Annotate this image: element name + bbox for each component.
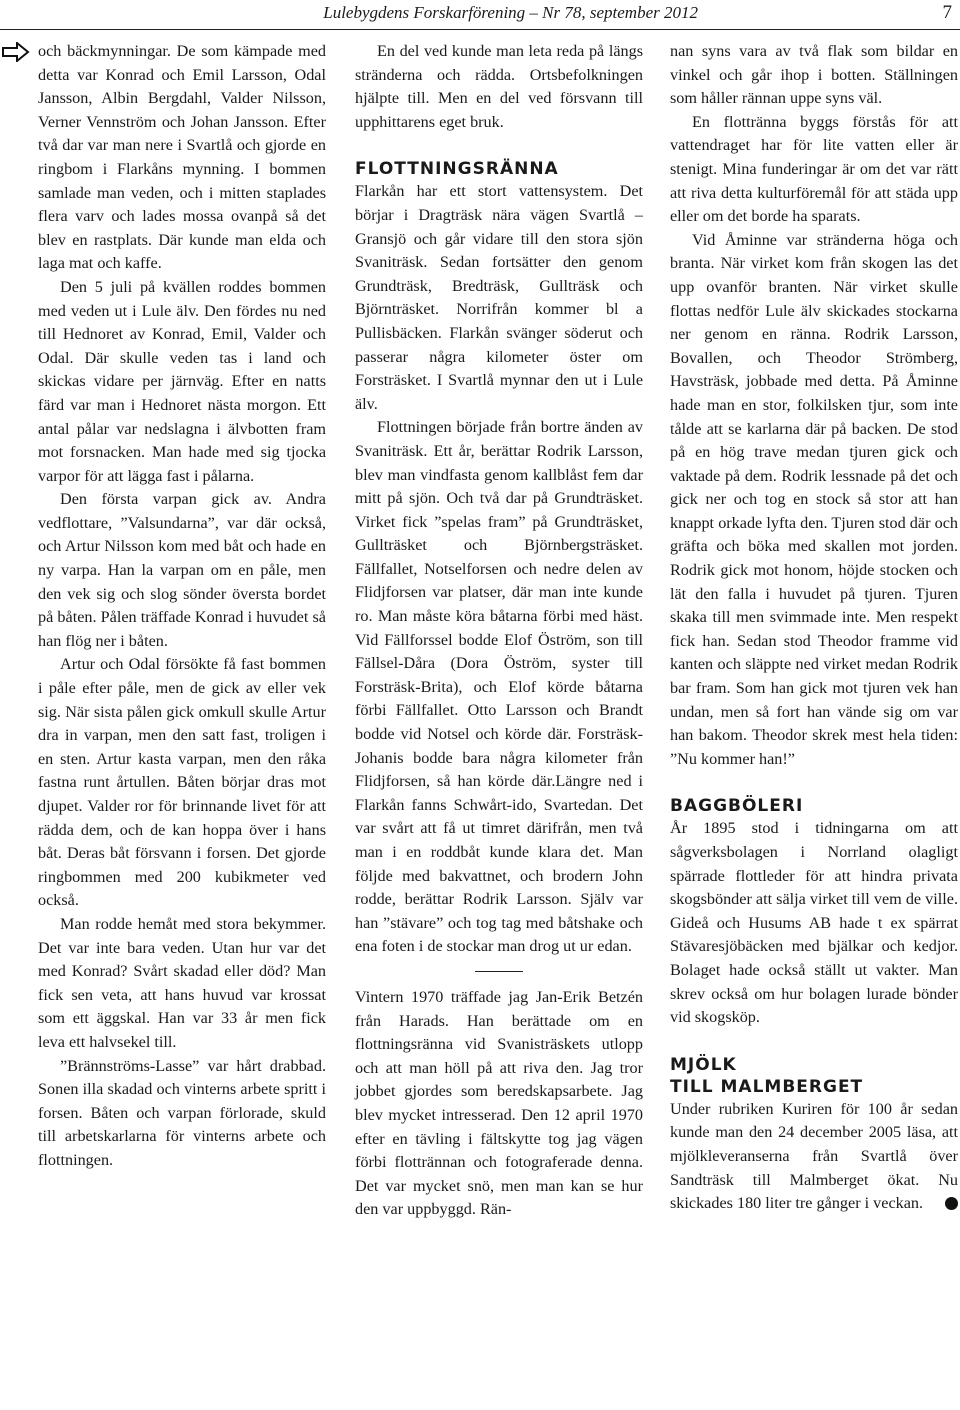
paragraph: och bäckmynningar. De som kämpade med detta var Konrad och Emil Larsson, Odal Jansson, Albin Bergdahl, Valder Nilsson, Verner Vennström och Johan Jansson. Efter två dar var man nere i Svartlå och gjorde en ringbom i Flarkåns mynning. I bommen samlade man veden, och i mitten staplades flera varv och lades mossa ovanpå så det blev en rastplats. Där kunde man elda och laga mat och kaffe. bbox=[38, 42, 326, 273]
paragraph: Artur och Odal försökte få fast bommen i påle efter påle, men de gick av eller vek sig. När sista pålen gick omkull skulle Artur dra in varpan, men den satt fast, troligen i en sten. Artur kasta varpan, men den råka fastna runt årtullen. Båten börjar dras mot djupet. Valder ror för brinnande livet för att rädda dem, och de kan hoppa över i hans båt. Deras båt försvann i forsen. Det gjorde ringbommen med 200 kubikmeter ved också. bbox=[38, 655, 326, 910]
section-heading-baggboleri: BAGGBÖLERI bbox=[670, 796, 804, 817]
paragraph: Den första varpan gick av. Andra vedflottare, ”Valsundarna”, var där också, och Artur Nilsson kom med båt och hade en ny varpa. Han la varpan om en påle, men den vek sig och slog sönder översta bordet på båten. Pålen träffade Konrad i huvudet så han flög ner i båten. bbox=[38, 490, 326, 650]
heading-line: TILL MALMBERGET bbox=[670, 1076, 864, 1097]
column-2 bbox=[355, 40, 643, 1222]
arrow-right-icon bbox=[2, 42, 30, 62]
end-dot-icon bbox=[945, 1197, 958, 1210]
paragraph: År 1895 stod i tidningarna om att sågverksbolagen i Norrland olagligt spärrade flottleder för att hindra privata skogsbönder att sälja virket till vem de ville. Gideå och Husums AB hade t ex spärrat Stävaresjöbäcken med bjälkar och kedjor. Bolaget hade också ställt ut vakter. Man skrev också om hur bolagen lurade bönder vid skogsköp. bbox=[670, 819, 958, 1027]
publication-title: Lulebygdens Forskarförening – Nr 78, september 2012 bbox=[323, 3, 698, 22]
section-heading-mjolk bbox=[670, 1054, 958, 1098]
column-3 bbox=[670, 40, 958, 1216]
paragraph: En flottränna byggs förstås för att vattendraget har för lite vatten eller är stenigt. Mina funderingar är om det var rätt att riva detta kulturföremål för att städa upp eller om det borde ha sparats. bbox=[670, 112, 958, 226]
paragraph: Flarkån har ett stort vattensystem. Det börjar i Dragträsk nära vägen Svartlå – Gransjö och går vidare till den stora sjön Svaniträsk. Sedan fortsätter den genom Grundträsk, Bredträsk, Gullträsk och Björnträsket. Norrifrån kommer bl a Pullisbäcken. Flarkån svänger söderut och passerar några kilometer öster om Forsträsket. I Svartlå mynnar den ut i Lule älv. bbox=[355, 182, 643, 413]
header-rule bbox=[0, 29, 960, 30]
paragraph: Man rodde hemåt med stora bekymmer. Det var inte bara veden. Utan hur var det med Konrad? Svårt skadad eller död? Man fick sen veta, att hans huvud var krossat som ett äggskal. Han var 33 år men fick leva ett halvsekel till. bbox=[38, 914, 326, 1051]
heading-line: MJÖLK bbox=[670, 1054, 737, 1075]
page-number: 7 bbox=[942, 2, 952, 23]
paragraph: nan syns vara av två flak som bildar en vinkel och går ihop i botten. Ställningen som håller rännan uppe syns väl. bbox=[670, 42, 958, 108]
paragraph: Flottningen började från bortre änden av Svaniträsk. Ett år, berättar Rodrik Larsson, blev man vindfasta genom kallblåst fem dar mitt på sjön. Och två dar på Grundträsket. Virket fick ”spelas fram” på Grundträsket, Gullträsket och Björnbergsträsket. Fällfallet, Notselforsen och nedre delen av Flidjforsen var platser, där man inte kunde ro. Man måste köra båtarna förbi med häst. Vid Fällforssel bodde Elof Öström, son till Fällsel-Dåra (Dora Öström, syster till Forsträsk-Brita), och Elof körde båtarna förbi Fällfallet. Otto Larsson och Brandt bodde vid Notsel och körde där. Forsträsk-Johanis bodde bara några kilometer från Flidjforsen, så han körde där.Längre ned i Flarkån fanns Schwårt-ido, Svartedan. Det var svårt att få ut timret därifrån, men två man i en roddbåt kunde klara det. Man följde med bakvattnet, och brodern John rodde, berättar Rodrik Larsson. Själv var han ”stävare” och tog tag med båtshake och ena foten i de stockar man drog ut ur edan. bbox=[355, 418, 643, 956]
paragraph bbox=[670, 1098, 958, 1216]
section-divider bbox=[475, 971, 523, 972]
section-heading-flottningsranna: FLOTTNINGSRÄNNA bbox=[355, 159, 559, 180]
column-1 bbox=[38, 40, 326, 1173]
paragraph: Den 5 juli på kvällen roddes bommen med veden ut i Lule älv. Den fördes nu ned till Hednoret av Konrad, Emil, Valder och Odal. Där skulle veden tas i land och skickas vidare per järnväg. Efter en natts färd var man i Hednoret nästa morgon. Ett antal pålar var nedslagna i älvbotten fram mot forsnacken. Man hade med sig tjocka varpor för att lägga fast i pålarna. bbox=[38, 277, 326, 485]
paragraph: En del ved kunde man leta reda på längs stränderna och rädda. Ortsbefolkningen hjälpte till. Men en del ved försvann till upphittarens eget bruk. bbox=[355, 42, 643, 131]
paragraph: Vid Åminne var stränderna höga och branta. När virket kom från skogen las det upp ovanför branten. När virket skulle flottas nedför Lule älv skickades stockarna ner genom en ränna. Rodrik Larsson, Bovallen, och Theodor Strömberg, Havsträsk, jobbade med detta. På Åminne hade man en stor, folkilsken tjur, som inte tålde att se karlarna där på backen. De stod på en hög trave medan tjuren gick och vaktade på dem. Rodrik lessnade på det och gick ner och tog en stock så stor att han knappt orkade lyfta den. Tjuren stod där och gräfta och böka med skallen mot jorden. Rodrik gick mot honom, höjde stocken och lät den falla i huvudet på tjuren. Tjuren skaka till men svimmade inte. Men respekt fick han. Sedan stod Theodor framme vid kanten och släppte ned virket medan Rodrik bar fram. Som han gick mot tjuren vek han undan, men så fort han vände sig om var han bakom. Theodor skrek mest hela tiden: ”Nu kommer han!” bbox=[670, 230, 958, 768]
paragraph: ”Brännströms-Lasse” var hårt drabbad. Sonen illa skadad och vinterns arbete spritt i forsen. Båten och varpan förlorade, skuld till arbetskarlarna för vinterns arbete och flottningen. bbox=[38, 1056, 326, 1169]
paragraph-text: Under rubriken Kuriren för 100 år sedan kunde man den 24 december 2005 läsa, att mjölkleveranserna från Svartlå över Sandträsk till Malmberget ökat. Nu skickades 180 liter tre gånger i veckan. bbox=[670, 1099, 958, 1213]
paragraph: Vintern 1970 träffade jag Jan-Erik Betzén från Harads. Han berättade om en flottningsränna vid Svanisträskets utlopp och att man höll på att riva den. Jag tror jobbet gjordes som beredskapsarbete. Jag blev mycket intresserad. Den 12 april 1970 efter en tävling i fältskytte tog jag vägen förbi flottrännan och fotograferade denna. Det var mycket snö, men man kan se hur den var uppbyggd. Rän- bbox=[355, 987, 643, 1219]
page-header bbox=[0, 0, 960, 28]
